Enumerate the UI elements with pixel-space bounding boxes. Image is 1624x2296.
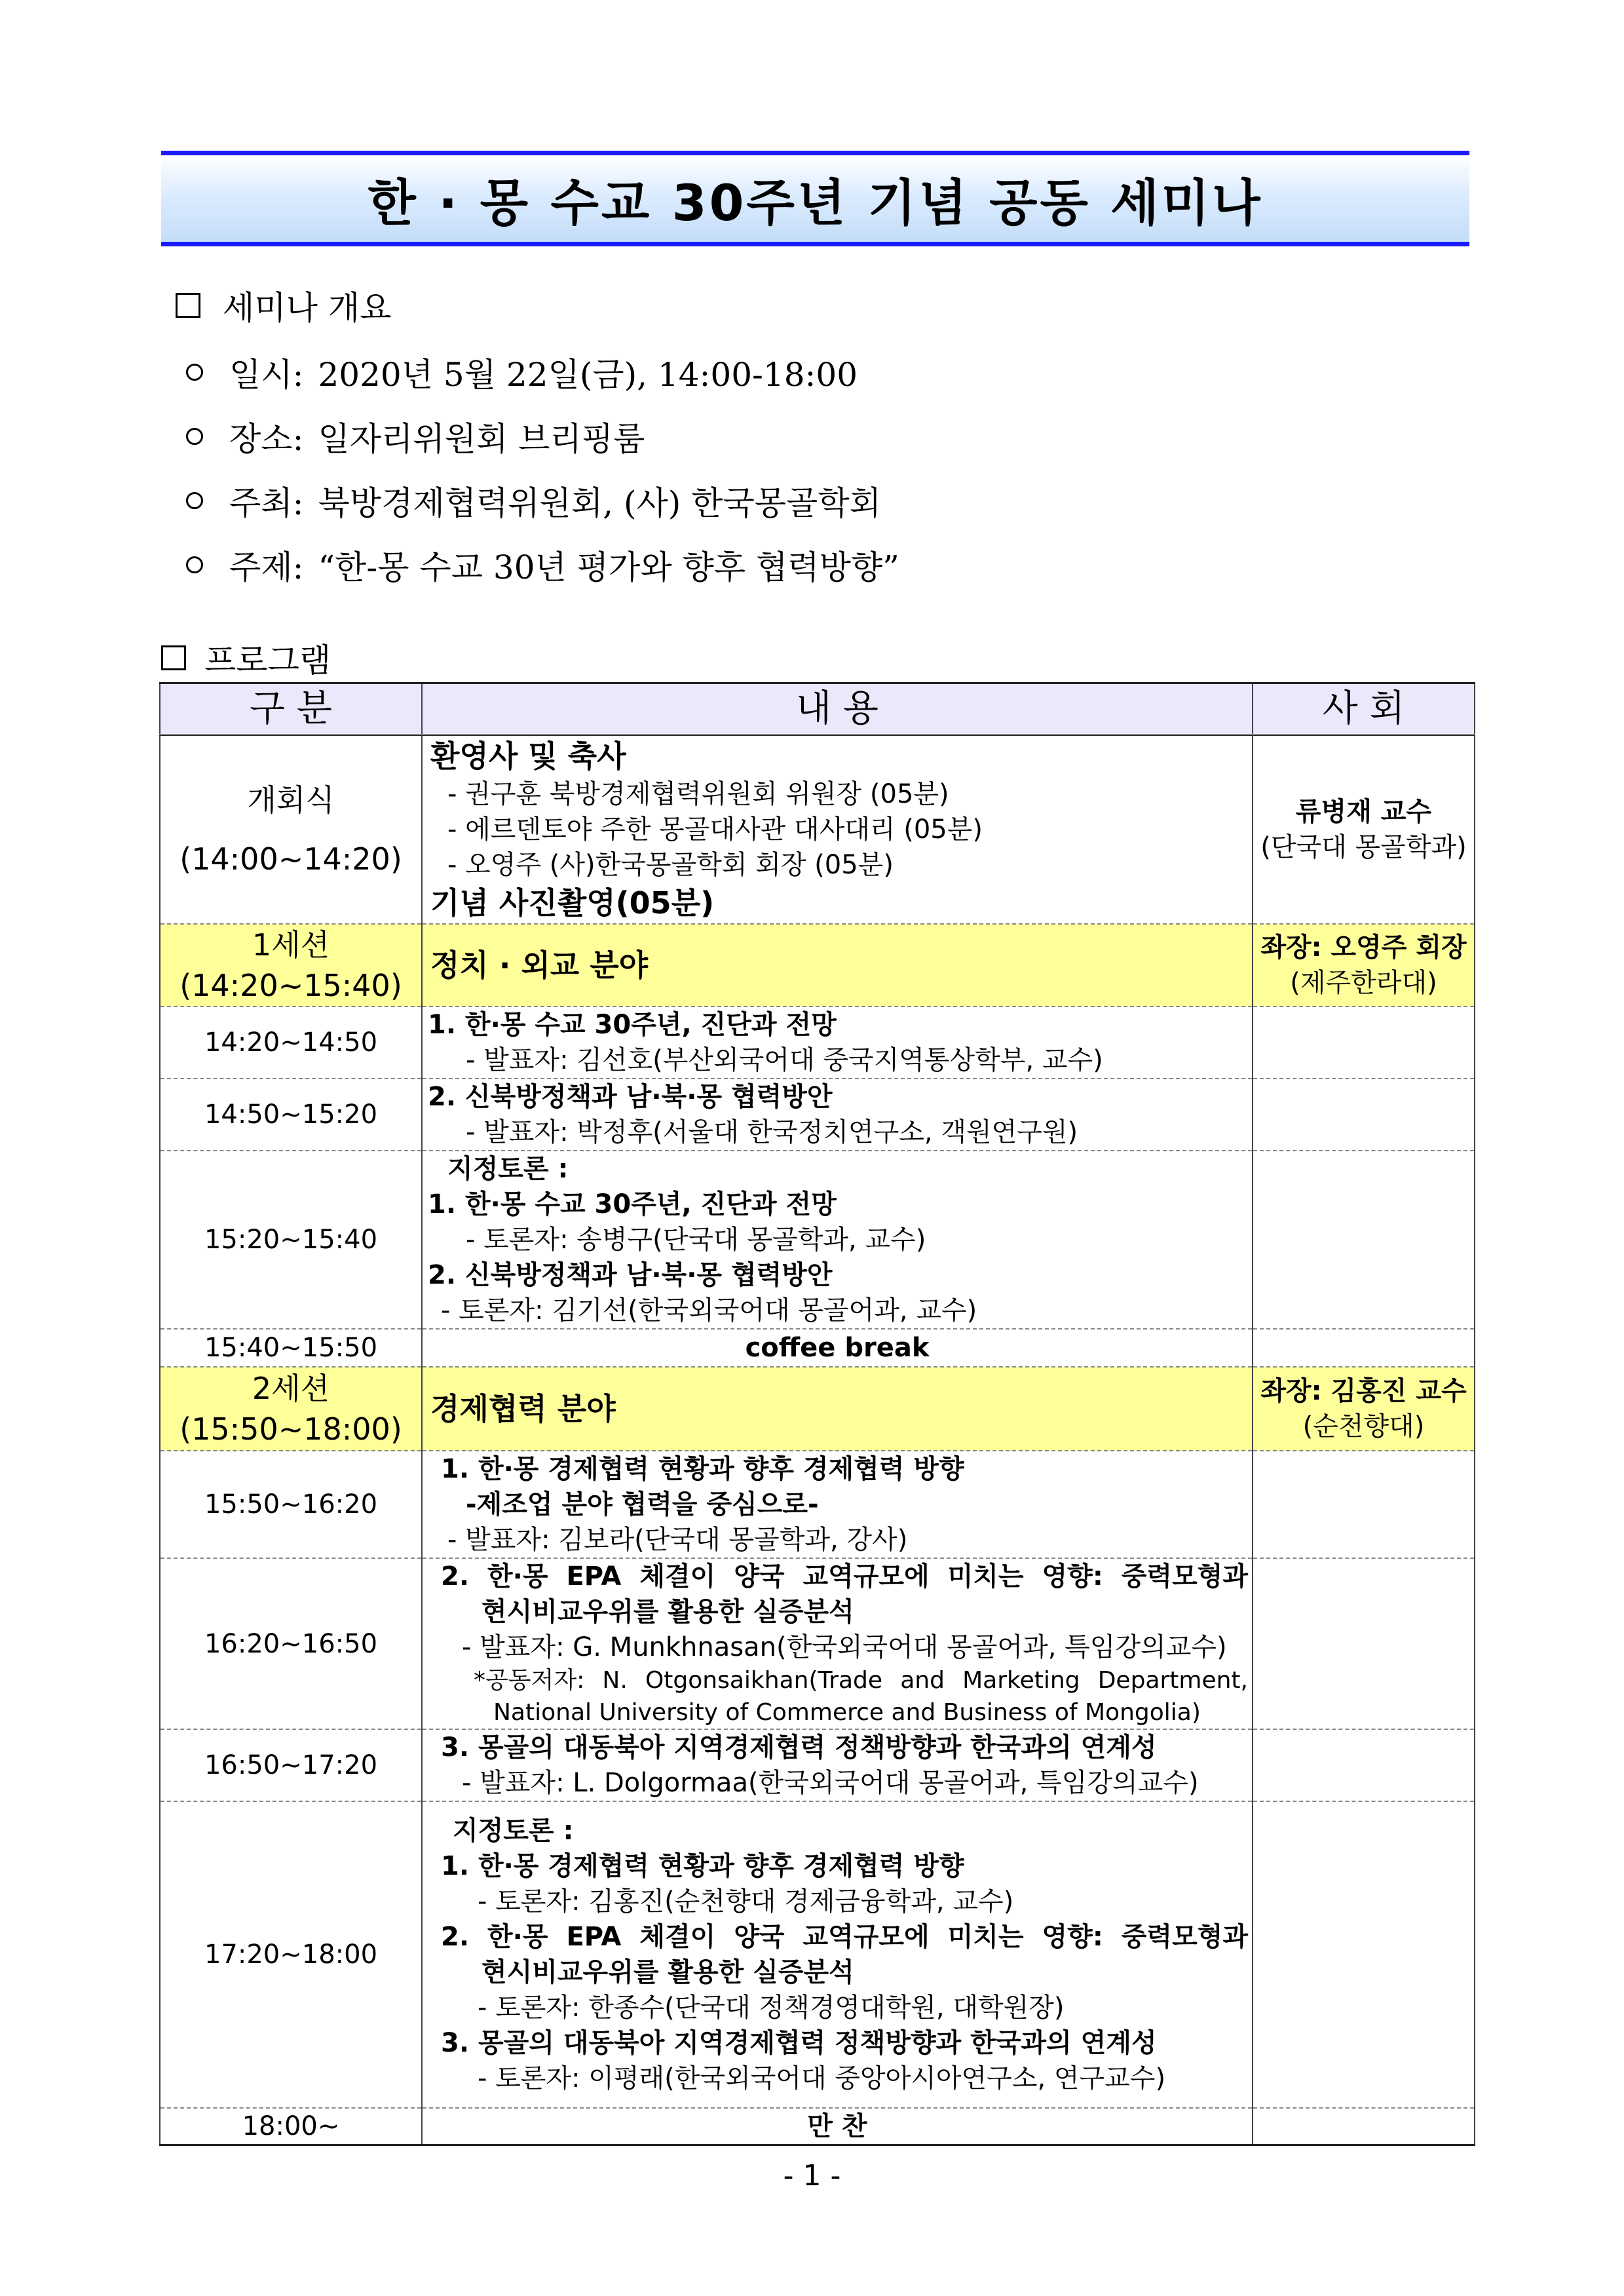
empty-cell — [1253, 1558, 1475, 1729]
session-name: 1세션 — [252, 927, 330, 963]
talk-title: 3. 몽골의 대동북아 지역경제협력 정책방향과 한국과의 연계성 — [441, 2028, 1157, 2059]
content-line: - 오영주 (사)한국몽골학회 회장 (05분) — [447, 849, 894, 880]
overview-value: “한-몽 수교 30년 평가와 향후 협력방향” — [318, 548, 899, 586]
overview-item-theme — [186, 541, 899, 588]
chair-cell — [1253, 1367, 1475, 1451]
time-name: 개회식 — [247, 782, 335, 818]
overview-heading-text: 세미나 개요 — [223, 289, 392, 327]
content-cell — [422, 1006, 1253, 1079]
talk-title: 1. 한·몽 수교 30주년, 진단과 전망 — [428, 1189, 837, 1220]
page-number: - 1 - — [783, 2159, 841, 2192]
time-cell: 18:00~ — [160, 2108, 422, 2145]
circle-bullet-icon — [186, 492, 203, 509]
content-cell — [422, 1801, 1253, 2108]
overview-value: 2020년 5월 22일(금), 14:00-18:00 — [318, 356, 858, 394]
empty-cell — [1253, 1451, 1475, 1558]
discussion-label: 지정토론 : — [453, 1816, 574, 1846]
overview-item-host — [186, 477, 881, 524]
coauthor: *공동저자: N. Otgonsaikhan(Trade and Marketing Department, — [474, 1667, 1248, 1694]
talk-title: 2. 신북방정책과 남·북·몽 협력방안 — [428, 1082, 833, 1113]
discussant: - 토론자: 김기선(한국외국어대 몽골어과, 교수) — [441, 1295, 977, 1326]
content-cell — [422, 1558, 1253, 1729]
column-header: 내 용 — [422, 683, 1253, 735]
discussant: - 토론자: 송병구(단국대 몽골학과, 교수) — [466, 1225, 926, 1255]
presenter: - 발표자: 박정후(서울대 한국정치연구소, 객원연구원) — [466, 1117, 1078, 1148]
discussant: - 토론자: 이평래(한국외국어대 중앙아시아연구소, 연구교수) — [478, 2063, 1166, 2094]
table-row — [160, 1558, 1475, 1729]
square-bullet-icon — [176, 293, 200, 318]
talk-title: 2. 신북방정책과 남·북·몽 협력방안 — [428, 1260, 833, 1291]
content-cell — [422, 1151, 1253, 1329]
overview-label: 주제: — [229, 548, 304, 586]
chair-affiliation: (제주한라대) — [1290, 968, 1437, 999]
overview-item-date — [186, 349, 858, 396]
empty-cell — [1253, 1006, 1475, 1079]
moderator-cell — [1253, 735, 1475, 924]
time-cell — [160, 1367, 422, 1451]
time-cell — [160, 735, 422, 924]
closing-cell: 만 찬 — [422, 2108, 1253, 2145]
table-row-break — [160, 1329, 1475, 1367]
time-cell — [160, 924, 422, 1006]
time-cell: 16:20~16:50 — [160, 1558, 422, 1729]
title-banner — [161, 151, 1469, 246]
table-header-row — [160, 683, 1475, 735]
time-cell: 15:50~16:20 — [160, 1451, 422, 1558]
table-row — [160, 1451, 1475, 1558]
presenter: - 발표자: 김선호(부산외국어대 중국지역통상학부, 교수) — [466, 1045, 1103, 1076]
content-line: - 에르덴토야 주한 몽골대사관 대사대리 (05분) — [447, 814, 983, 845]
talk-title: 2. 한·몽 EPA 체결이 양국 교역규모에 미치는 영향: 중력모형과 — [441, 1922, 1248, 1953]
program-heading-text: 프로그램 — [204, 641, 331, 679]
content-cell — [422, 924, 1253, 1006]
column-header: 구 분 — [160, 683, 422, 735]
table-row-session1 — [160, 924, 1475, 1006]
table-row — [160, 1006, 1475, 1079]
session-name: 2세션 — [252, 1371, 330, 1407]
time-range: (14:20~15:40) — [179, 968, 402, 1004]
overview-label: 주최: — [229, 484, 304, 522]
time-range: (15:50~18:00) — [179, 1411, 402, 1447]
empty-cell — [1253, 1151, 1475, 1329]
overview-item-venue — [186, 413, 645, 460]
content-title: 환영사 및 축사 — [430, 738, 626, 774]
circle-bullet-icon — [186, 364, 203, 381]
chair-name: 좌장: 오영주 회장 — [1260, 932, 1467, 963]
empty-cell — [1253, 2108, 1475, 2145]
moderator-name: 류병재 교수 — [1295, 796, 1432, 827]
moderator-affiliation: (단국대 몽골학과) — [1260, 832, 1467, 862]
content-cell — [422, 735, 1253, 924]
presenter: - 발표자: L. Dolgormaa(한국외국어대 몽골어과, 특임강의교수) — [462, 1768, 1199, 1799]
break-cell: coffee break — [422, 1329, 1253, 1367]
presenter: - 발표자: 김보라(단국대 몽골학과, 강사) — [447, 1525, 908, 1556]
overview-value: 일자리위원회 브리핑룸 — [318, 420, 645, 458]
empty-cell — [1253, 1329, 1475, 1367]
table-row-closing — [160, 2108, 1475, 2145]
table-row — [160, 1079, 1475, 1151]
overview-value: 북방경제협력위원회, (사) 한국몽골학회 — [318, 484, 881, 522]
talk-title: 1. 한·몽 수교 30주년, 진단과 전망 — [428, 1010, 837, 1041]
overview-heading — [176, 282, 391, 329]
discussant: - 토론자: 한종수(단국대 정책경영대학원, 대학원장) — [478, 1993, 1065, 2023]
session-title: 정치 · 외교 분야 — [430, 947, 649, 984]
table-row-discussion2 — [160, 1801, 1475, 2108]
content-line: - 권구훈 북방경제협력위원회 위원장 (05분) — [447, 778, 949, 809]
circle-bullet-icon — [186, 556, 203, 573]
content-cell — [422, 1079, 1253, 1151]
talk-title: 현시비교우위를 활용한 실증분석 — [482, 1957, 854, 1988]
time-cell: 14:20~14:50 — [160, 1006, 422, 1079]
content-title: 기념 사진촬영(05분) — [430, 885, 715, 921]
chair-affiliation: (순천향대) — [1302, 1411, 1425, 1442]
session-title: 경제협력 분야 — [430, 1391, 616, 1427]
time-cell: 16:50~17:20 — [160, 1729, 422, 1801]
circle-bullet-icon — [186, 428, 203, 445]
presenter: - 발표자: G. Munkhnasan(한국외국어대 몽골어과, 특임강의교수) — [462, 1632, 1227, 1663]
program-table — [159, 682, 1475, 2146]
talk-subtitle: -제조업 분야 협력을 중심으로- — [466, 1489, 819, 1520]
talk-title: 2. 한·몽 EPA 체결이 양국 교역규모에 미치는 영향: 중력모형과 — [441, 1561, 1248, 1592]
table-row-discussion1 — [160, 1151, 1475, 1329]
content-cell — [422, 1367, 1253, 1451]
time-cell: 17:20~18:00 — [160, 1801, 422, 2108]
table-row-session2 — [160, 1367, 1475, 1451]
empty-cell — [1253, 1729, 1475, 1801]
content-cell — [422, 1729, 1253, 1801]
time-cell: 14:50~15:20 — [160, 1079, 422, 1151]
time-cell: 15:40~15:50 — [160, 1329, 422, 1367]
coauthor: National University of Commerce and Business of Mongolia) — [493, 1698, 1201, 1726]
discussant: - 토론자: 김홍진(순천향대 경제금융학과, 교수) — [478, 1886, 1014, 1917]
table-row-opening — [160, 735, 1475, 924]
talk-title: 현시비교우위를 활용한 실증분석 — [482, 1597, 854, 1628]
chair-cell — [1253, 924, 1475, 1006]
document-title: 한 · 몽 수교 30주년 기념 공동 세미나 — [368, 173, 1263, 232]
table-row — [160, 1729, 1475, 1801]
overview-label: 장소: — [229, 420, 304, 458]
column-header: 사 회 — [1253, 683, 1475, 735]
square-bullet-icon — [161, 645, 186, 670]
time-cell: 15:20~15:40 — [160, 1151, 422, 1329]
talk-title: 3. 몽골의 대동북아 지역경제협력 정책방향과 한국과의 연계성 — [441, 1732, 1157, 1763]
program-heading — [161, 634, 331, 681]
content-cell — [422, 1451, 1253, 1558]
empty-cell — [1253, 1079, 1475, 1151]
talk-title: 1. 한·몽 경제협력 현황과 향후 경제협력 방향 — [441, 1851, 964, 1882]
discussion-label: 지정토론 : — [447, 1154, 569, 1185]
chair-name: 좌장: 김홍진 교수 — [1260, 1376, 1467, 1407]
talk-title: 1. 한·몽 경제협력 현황과 향후 경제협력 방향 — [441, 1454, 964, 1485]
empty-cell — [1253, 1801, 1475, 2108]
time-range: (14:00~14:20) — [179, 841, 402, 877]
overview-label: 일시: — [229, 356, 304, 394]
